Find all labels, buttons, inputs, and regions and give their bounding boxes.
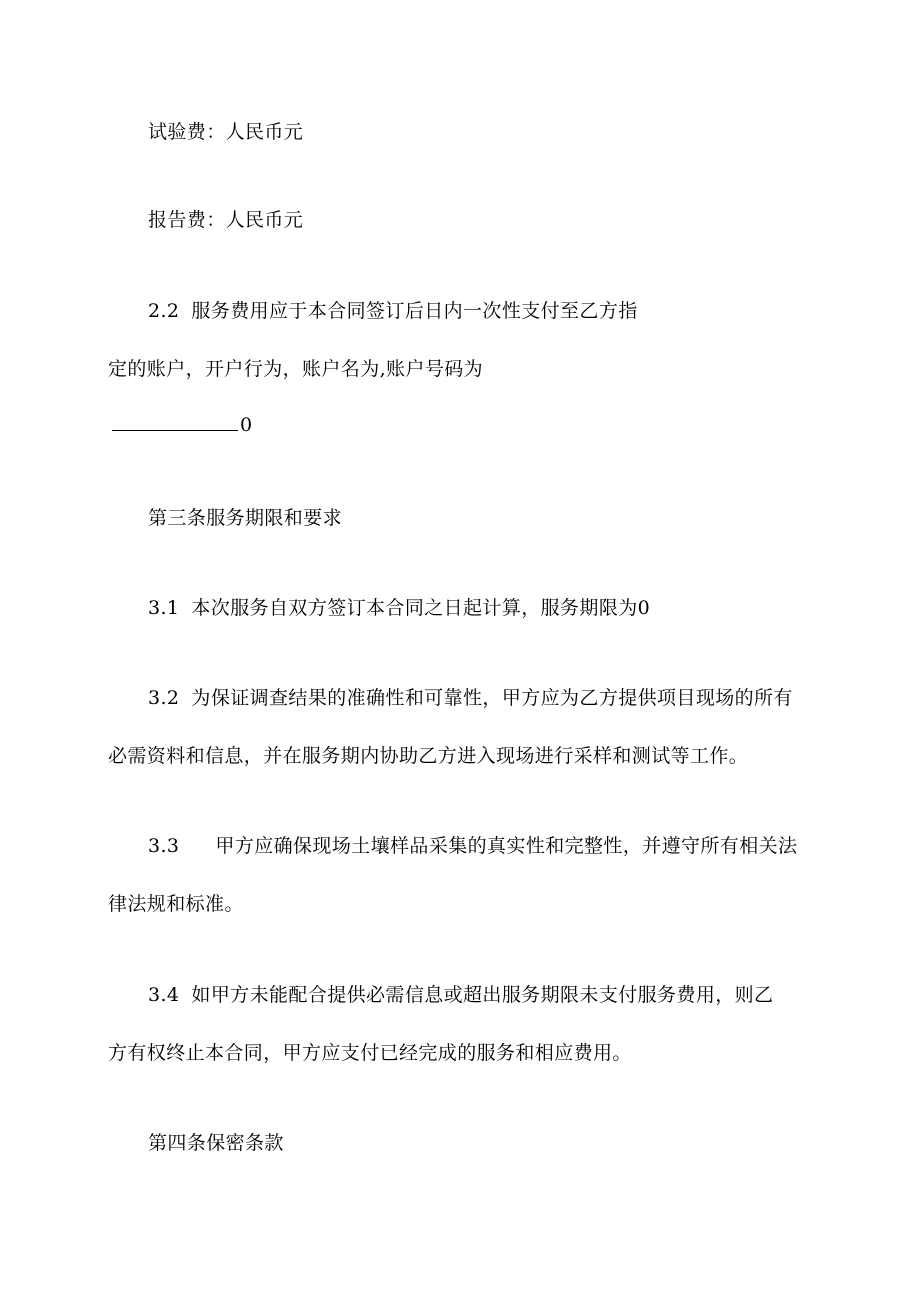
clause-2-2-line-3 <box>112 413 253 437</box>
clause-3-4-text-1: 如甲方未能配合提供必需信息或超出服务期限未支付服务费用，则乙 <box>191 984 774 1006</box>
article-4-title: 第四条保密条款 <box>148 1132 284 1154</box>
clause-3-2-line-1 <box>148 686 793 710</box>
clause-2-2-text-1: 服务费用应于本合同签订后日内一次性支付至乙方指 <box>191 300 638 322</box>
clause-3-2-number: 3.2 <box>148 687 180 709</box>
clause-3-1-line <box>148 596 650 620</box>
clause-3-4-line-2: 方有权终止本合同，甲方应支付已经完成的服务和相应费用。 <box>108 1042 632 1064</box>
clause-3-2-line-2: 必需资料和信息，并在服务期内协助乙方进入现场进行采样和测试等工作。 <box>108 745 749 767</box>
clause-3-1-text: 本次服务自双方签订本合同之日起计算，服务期限为0 <box>191 597 651 619</box>
clause-2-2-line-1 <box>148 299 638 323</box>
clause-3-3-text-1: 甲方应确保现场土壤样品采集的真实性和完整性，并遵守所有相关法 <box>215 835 798 857</box>
fee-test-line: 试验费：人民币元 <box>148 121 304 143</box>
clause-3-3-line-1 <box>148 834 797 858</box>
clause-2-2-number: 2.2 <box>148 300 180 322</box>
clause-3-4-number: 3.4 <box>148 984 180 1006</box>
clause-3-3-line-2: 律法规和标准。 <box>108 893 244 915</box>
article-3-title: 第三条服务期限和要求 <box>148 507 343 529</box>
clause-2-2-line-2: 定的账户，开户行为，账户名为,账户号码为 <box>108 358 484 380</box>
clause-2-2-suffix: 0 <box>240 414 253 436</box>
clause-3-1-number: 3.1 <box>148 597 180 619</box>
fee-report-line: 报告费：人民币元 <box>148 209 304 231</box>
clause-3-4-line-1 <box>148 983 773 1007</box>
clause-3-3-number: 3.3 <box>148 835 180 857</box>
account-blank <box>112 413 238 431</box>
clause-3-2-text-1: 为保证调查结果的准确性和可靠性，甲方应为乙方提供项目现场的所有 <box>191 687 793 709</box>
